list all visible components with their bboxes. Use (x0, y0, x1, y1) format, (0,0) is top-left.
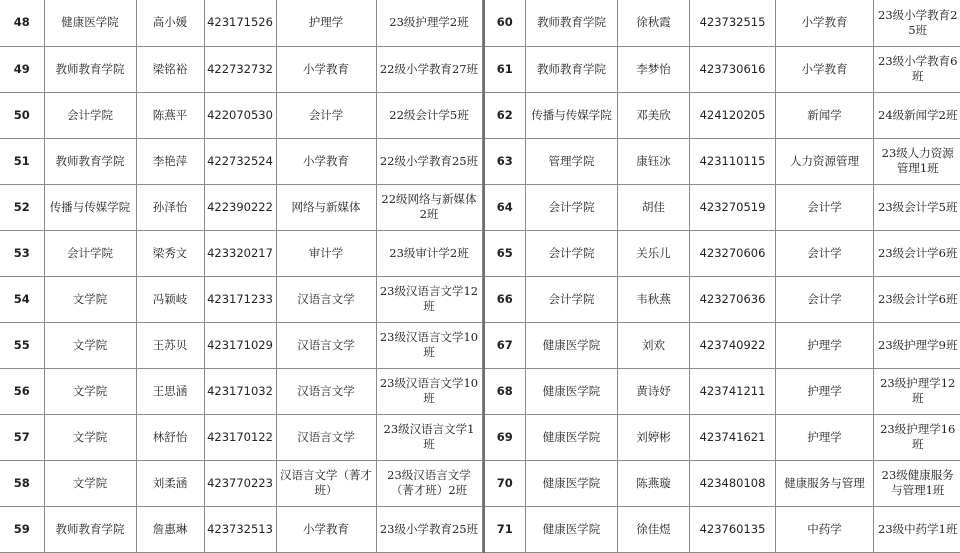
row-number-cell: 60 (484, 0, 526, 46)
roster-table-right (483, 0, 960, 553)
student-id-cell: 422732732 (204, 46, 276, 92)
row-number-cell: 51 (0, 138, 44, 184)
table-row (484, 0, 960, 46)
row-number-cell: 55 (0, 322, 44, 368)
college-cell: 教师教育学院 (526, 46, 618, 92)
student-id-cell: 423760135 (690, 506, 776, 552)
class-cell: 23级护理学16班 (874, 414, 960, 460)
row-number-cell: 69 (484, 414, 526, 460)
student-name-cell: 韦秋燕 (618, 276, 690, 322)
major-cell: 会计学 (776, 184, 874, 230)
student-name-cell: 刘柔涵 (136, 460, 204, 506)
major-cell: 人力资源管理 (776, 138, 874, 184)
student-id-cell: 423730616 (690, 46, 776, 92)
student-name-cell: 徐秋霞 (618, 0, 690, 46)
class-cell: 23级小学教育25班 (376, 506, 482, 552)
college-cell: 文学院 (44, 368, 136, 414)
major-cell: 汉语言文学 (276, 368, 376, 414)
class-cell: 23级汉语言文学1班 (376, 414, 482, 460)
student-id-cell: 423270519 (690, 184, 776, 230)
table-row (0, 276, 482, 322)
student-name-cell: 陈燕平 (136, 92, 204, 138)
table-row (0, 322, 482, 368)
college-cell: 传播与传媒学院 (526, 92, 618, 138)
class-cell: 23级审计学2班 (376, 230, 482, 276)
row-number-cell: 71 (484, 506, 526, 552)
student-name-cell: 邓美欣 (618, 92, 690, 138)
row-number-cell: 49 (0, 46, 44, 92)
class-cell: 22级小学教育25班 (376, 138, 482, 184)
major-cell: 汉语言文学 (276, 276, 376, 322)
student-id-cell: 423270606 (690, 230, 776, 276)
table-row (0, 414, 482, 460)
table-row (0, 184, 482, 230)
row-number-cell: 66 (484, 276, 526, 322)
table-row (484, 184, 960, 230)
college-cell: 管理学院 (526, 138, 618, 184)
student-name-cell: 高小媛 (136, 0, 204, 46)
student-id-cell: 423740922 (690, 322, 776, 368)
table-row (484, 276, 960, 322)
row-number-cell: 67 (484, 322, 526, 368)
class-cell: 23级小学教育6班 (874, 46, 960, 92)
table-row (484, 138, 960, 184)
row-number-cell: 58 (0, 460, 44, 506)
row-number-cell: 57 (0, 414, 44, 460)
college-cell: 教师教育学院 (44, 506, 136, 552)
student-name-cell: 刘婷彬 (618, 414, 690, 460)
table-row (484, 92, 960, 138)
student-id-cell: 423741621 (690, 414, 776, 460)
row-number-cell: 62 (484, 92, 526, 138)
major-cell: 网络与新媒体 (276, 184, 376, 230)
table-row (484, 414, 960, 460)
student-id-cell: 423270636 (690, 276, 776, 322)
student-id-cell: 423732513 (204, 506, 276, 552)
row-number-cell: 59 (0, 506, 44, 552)
major-cell: 新闻学 (776, 92, 874, 138)
class-cell: 23级小学教育25班 (874, 0, 960, 46)
student-name-cell: 孙泽怡 (136, 184, 204, 230)
row-number-cell: 64 (484, 184, 526, 230)
major-cell: 中药学 (776, 506, 874, 552)
college-cell: 健康医学院 (44, 0, 136, 46)
table-row (484, 368, 960, 414)
major-cell: 会计学 (276, 92, 376, 138)
table-row (0, 460, 482, 506)
major-cell: 小学教育 (276, 138, 376, 184)
college-cell: 会计学院 (526, 276, 618, 322)
major-cell: 小学教育 (276, 46, 376, 92)
class-cell: 22级网络与新媒体2班 (376, 184, 482, 230)
student-name-cell: 康钰冰 (618, 138, 690, 184)
student-id-cell: 423170122 (204, 414, 276, 460)
table-row (0, 46, 482, 92)
student-id-cell: 423110115 (690, 138, 776, 184)
student-id-cell: 422732524 (204, 138, 276, 184)
class-cell: 23级会计学6班 (874, 276, 960, 322)
major-cell: 会计学 (776, 230, 874, 276)
class-cell: 22级小学教育27班 (376, 46, 482, 92)
student-name-cell: 关乐儿 (618, 230, 690, 276)
major-cell: 汉语言文学（菁才班） (276, 460, 376, 506)
college-cell: 会计学院 (44, 230, 136, 276)
class-cell: 23级护理学12班 (874, 368, 960, 414)
student-id-cell: 422390222 (204, 184, 276, 230)
college-cell: 健康医学院 (526, 460, 618, 506)
major-cell: 会计学 (776, 276, 874, 322)
class-cell: 23级汉语言文学10班 (376, 368, 482, 414)
class-cell: 23级汉语言文学12班 (376, 276, 482, 322)
major-cell: 小学教育 (276, 506, 376, 552)
row-number-cell: 52 (0, 184, 44, 230)
class-cell: 23级人力资源管理1班 (874, 138, 960, 184)
table-row (0, 0, 482, 46)
row-number-cell: 61 (484, 46, 526, 92)
major-cell: 汉语言文学 (276, 322, 376, 368)
student-name-cell: 李梦怡 (618, 46, 690, 92)
student-id-cell: 423171029 (204, 322, 276, 368)
row-number-cell: 65 (484, 230, 526, 276)
student-id-cell: 423480108 (690, 460, 776, 506)
table-row (484, 460, 960, 506)
student-id-cell: 423320217 (204, 230, 276, 276)
student-name-cell: 徐佳煜 (618, 506, 690, 552)
student-id-cell: 423741211 (690, 368, 776, 414)
college-cell: 文学院 (44, 460, 136, 506)
row-number-cell: 68 (484, 368, 526, 414)
college-cell: 文学院 (44, 276, 136, 322)
table-row (0, 138, 482, 184)
college-cell: 传播与传媒学院 (44, 184, 136, 230)
student-name-cell: 胡佳 (618, 184, 690, 230)
student-name-cell: 李艳萍 (136, 138, 204, 184)
table-row (0, 92, 482, 138)
student-name-cell: 詹惠琳 (136, 506, 204, 552)
table-row (484, 506, 960, 552)
class-cell: 23级健康服务与管理1班 (874, 460, 960, 506)
student-id-cell: 423171526 (204, 0, 276, 46)
college-cell: 会计学院 (526, 184, 618, 230)
table-row (484, 230, 960, 276)
major-cell: 小学教育 (776, 0, 874, 46)
class-cell: 23级会计学6班 (874, 230, 960, 276)
student-name-cell: 刘欢 (618, 322, 690, 368)
roster-table-right-body (484, 0, 960, 552)
student-name-cell: 林舒怡 (136, 414, 204, 460)
college-cell: 教师教育学院 (44, 138, 136, 184)
table-row (0, 506, 482, 552)
student-name-cell: 王思涵 (136, 368, 204, 414)
row-number-cell: 48 (0, 0, 44, 46)
class-cell: 22级会计学5班 (376, 92, 482, 138)
student-name-cell: 冯颖岐 (136, 276, 204, 322)
class-cell: 23级护理学9班 (874, 322, 960, 368)
class-cell: 24级新闻学2班 (874, 92, 960, 138)
class-cell: 23级护理学2班 (376, 0, 482, 46)
major-cell: 汉语言文学 (276, 414, 376, 460)
class-cell: 23级会计学5班 (874, 184, 960, 230)
college-cell: 文学院 (44, 322, 136, 368)
major-cell: 护理学 (276, 0, 376, 46)
student-name-cell: 陈燕璇 (618, 460, 690, 506)
college-cell: 教师教育学院 (44, 46, 136, 92)
class-cell: 23级汉语言文学（菁才班）2班 (376, 460, 482, 506)
row-number-cell: 50 (0, 92, 44, 138)
major-cell: 护理学 (776, 368, 874, 414)
major-cell: 审计学 (276, 230, 376, 276)
major-cell: 小学教育 (776, 46, 874, 92)
table-row (0, 230, 482, 276)
student-id-cell: 424120205 (690, 92, 776, 138)
major-cell: 护理学 (776, 322, 874, 368)
row-number-cell: 53 (0, 230, 44, 276)
table-row (484, 322, 960, 368)
row-number-cell: 70 (484, 460, 526, 506)
student-name-cell: 梁秀文 (136, 230, 204, 276)
college-cell: 教师教育学院 (526, 0, 618, 46)
student-name-cell: 梁铭裕 (136, 46, 204, 92)
student-id-cell: 423171032 (204, 368, 276, 414)
student-id-cell: 423171233 (204, 276, 276, 322)
college-cell: 文学院 (44, 414, 136, 460)
table-row (0, 368, 482, 414)
row-number-cell: 54 (0, 276, 44, 322)
table-row (484, 46, 960, 92)
college-cell: 健康医学院 (526, 506, 618, 552)
college-cell: 健康医学院 (526, 368, 618, 414)
class-cell: 23级汉语言文学10班 (376, 322, 482, 368)
college-cell: 健康医学院 (526, 322, 618, 368)
student-name-cell: 黄诗妤 (618, 368, 690, 414)
student-name-cell: 王苏贝 (136, 322, 204, 368)
college-cell: 健康医学院 (526, 414, 618, 460)
major-cell: 健康服务与管理 (776, 460, 874, 506)
student-id-cell: 423770223 (204, 460, 276, 506)
student-id-cell: 423732515 (690, 0, 776, 46)
college-cell: 会计学院 (526, 230, 618, 276)
student-id-cell: 422070530 (204, 92, 276, 138)
major-cell: 护理学 (776, 414, 874, 460)
college-cell: 会计学院 (44, 92, 136, 138)
class-cell: 23级中药学1班 (874, 506, 960, 552)
row-number-cell: 63 (484, 138, 526, 184)
row-number-cell: 56 (0, 368, 44, 414)
